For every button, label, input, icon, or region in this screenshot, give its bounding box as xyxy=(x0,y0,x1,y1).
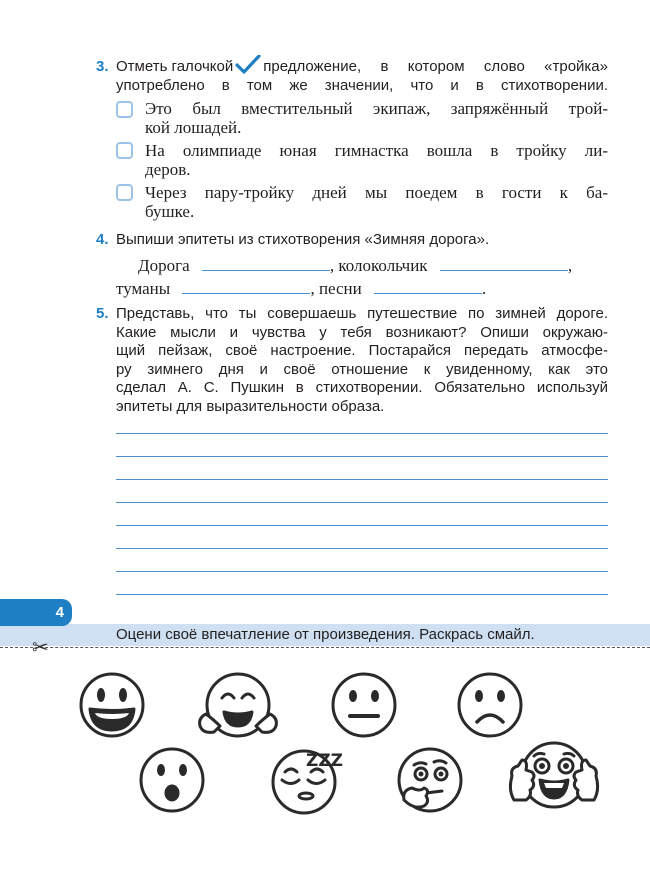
option-1-text xyxy=(145,99,608,137)
cut-line xyxy=(0,647,650,648)
page-number-tab: 4 xyxy=(0,599,72,626)
writing-line[interactable] xyxy=(116,548,608,549)
thinking-face-icon[interactable] xyxy=(399,749,461,811)
option-1-checkbox[interactable] xyxy=(116,101,133,118)
task-3-prompt-line2: употреблено в том же значении, что и в стихотворении. xyxy=(116,76,608,94)
writing-line[interactable] xyxy=(116,525,608,526)
task-3-number: 3. xyxy=(96,58,109,75)
epithet-word-tumany: туманы xyxy=(116,279,171,298)
epithet-row-2 xyxy=(116,279,608,298)
hugging-face-icon[interactable] xyxy=(200,674,277,736)
option-2-checkbox[interactable] xyxy=(116,142,133,159)
option-2-text xyxy=(145,141,608,179)
option-3-line1: Через пару-тройку дней мы поедем в гости к ба- xyxy=(145,183,608,202)
grinning-face-icon[interactable] xyxy=(81,674,143,736)
epithet-answer-4[interactable] xyxy=(374,279,482,294)
epithet-word-pesni: , песни xyxy=(310,279,362,298)
writing-line[interactable] xyxy=(116,571,608,572)
epithet-answer-2[interactable] xyxy=(440,256,568,271)
surprised-face-icon[interactable] xyxy=(141,749,203,811)
writing-line[interactable] xyxy=(116,433,608,434)
task-4-prompt: Выпиши эпитеты из стихотворения «Зимняя дорога». xyxy=(116,231,490,248)
frowning-face-icon[interactable] xyxy=(459,674,521,736)
writing-line[interactable] xyxy=(116,594,608,595)
option-3-line2: бушке. xyxy=(145,202,195,221)
option-1-line2: кой лошадей. xyxy=(145,118,242,137)
epithet-word-kolokolchik: , колокольчик xyxy=(329,256,428,275)
writing-line[interactable] xyxy=(116,456,608,457)
epithet-answer-1[interactable] xyxy=(202,256,330,271)
task-5-prompt xyxy=(116,305,608,416)
option-2-line1: На олимпиаде юная гимнастка вошла в тройку ли- xyxy=(145,141,608,160)
task-3-prompt xyxy=(116,58,608,95)
epithet-answer-3[interactable] xyxy=(182,279,310,294)
task-5-line-4: ру зимнего дня и своё отношение к увиденному, как это xyxy=(116,360,608,378)
sleep-zzz-text: ZZZ xyxy=(306,751,343,771)
task-3-prompt-part2: предложение, в котором слово «тройка» xyxy=(263,58,608,75)
option-1-line1: Это был вместительный экипаж, запряжённый трой- xyxy=(145,99,608,118)
option-3-text xyxy=(145,183,608,221)
option-3-checkbox[interactable] xyxy=(116,184,133,201)
epithet-word-doroga: Дорога xyxy=(138,256,190,275)
task-5-line-3: щий пейзаж, своё настроение. Постарайся передать атмосфе- xyxy=(116,342,608,359)
epithet-row-2-period: . xyxy=(482,279,487,298)
scissors-icon: ✂ xyxy=(32,637,49,659)
task-5-number: 5. xyxy=(96,305,109,322)
task-5-line-2: Какие мысли и чувства у тебя возникают? Опиши окружаю- xyxy=(116,323,608,341)
thumbs-up-face-icon[interactable] xyxy=(510,743,597,807)
rating-prompt: Оцени своё впечатление от произведения. Раскрась смайл. xyxy=(116,626,535,643)
task-3-prompt-part1: Отметь галочкой xyxy=(116,58,234,75)
checkmark-icon xyxy=(235,55,261,75)
task-5-line-5: сделал А. С. Пушкин в стихотворении. Обязательно используй xyxy=(116,379,608,396)
task-5-line-6: эпитеты для выразительности образа. xyxy=(116,397,385,415)
smiley-set xyxy=(0,660,650,869)
writing-line[interactable] xyxy=(116,479,608,480)
epithet-row-1-comma: , xyxy=(567,256,573,275)
writing-line[interactable] xyxy=(116,502,608,503)
neutral-face-icon[interactable] xyxy=(333,674,395,736)
epithet-row-1 xyxy=(138,256,608,275)
task-5-line-1: Представь, что ты совершаешь путешествие по зимней дороге. xyxy=(116,305,608,322)
task-4-number: 4. xyxy=(96,231,109,248)
option-2-line2: деров. xyxy=(145,160,191,179)
